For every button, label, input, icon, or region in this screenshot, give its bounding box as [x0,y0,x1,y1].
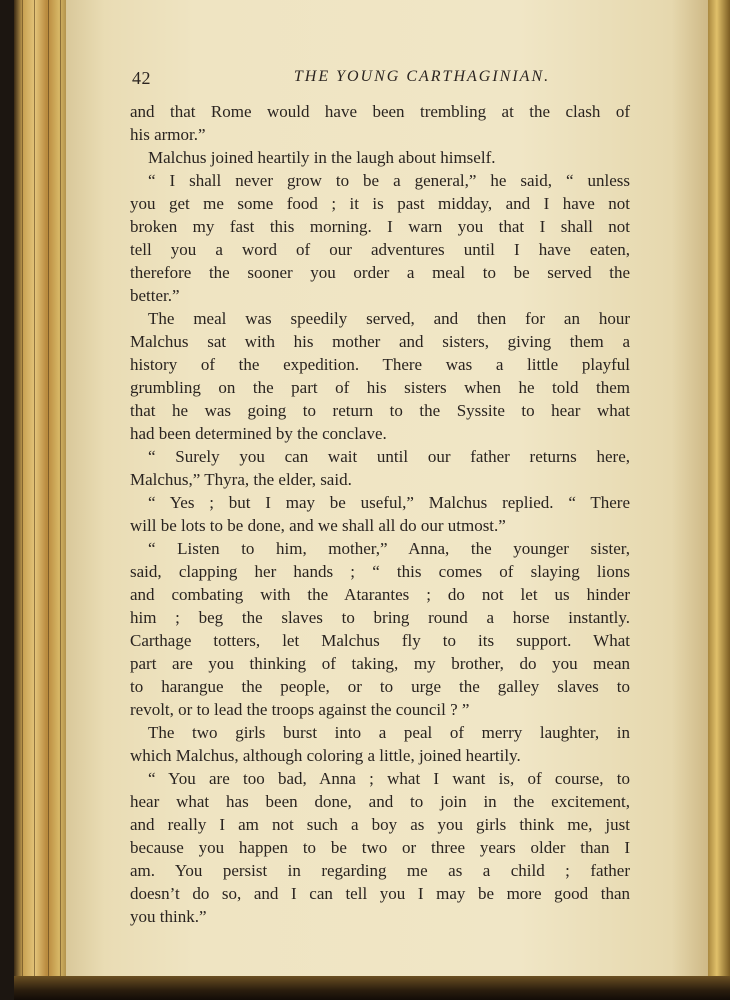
text-line: revolt, or to lead the troops against the council ? ” [130,700,470,719]
text-line: Malchus,” Thyra, the elder, said. [130,470,352,489]
text-line: history of the expedition. There was a little playful [130,355,630,374]
text-line: that he was going to return to the Syssite to hear what [130,401,630,420]
text-line: Carthage totters, let Malchus fly to its support. What [130,631,630,650]
book-spine-edge [14,0,74,990]
text-line: “ Yes ; but I may be useful,” Malchus replied. “ There [148,493,630,512]
text-line: hear what has been done, and to join in the excitement, [130,792,630,811]
body-text [130,100,630,928]
page-number: 42 [132,68,151,88]
text-line: and really I am not such a boy as you girls think me, just [130,815,630,834]
text-line: part are you thinking of taking, my brother, do you mean [130,654,630,673]
text-line: you think.” [130,907,207,926]
text-line: “ I shall never grow to be a general,” he said, “ unless [148,171,630,190]
text-line: and combating with the Atarantes ; do not let us hinder [130,585,630,604]
text-line: tell you a word of our adventures until I have eaten, [130,240,630,259]
text-line: The meal was speedily served, and then for an hour [148,309,630,328]
text-line: grumbling on the part of his sisters when he told them [130,378,630,397]
text-line: The two girls burst into a peal of merry laughter, in [148,723,630,742]
text-line: you get me some food ; it is past midday, and I have not [130,194,630,213]
page-stack-right-edge [708,0,730,990]
text-line: “ Listen to him, mother,” Anna, the younger sister, [148,539,630,558]
text-line: him ; beg the slaves to bring round a horse instantly. [130,608,630,627]
text-line: Malchus joined heartily in the laugh about himself. [148,148,496,167]
text-line: broken my fast this morning. I warn you that I shall not [130,217,630,236]
text-line: will be lots to be done, and we shall all do our utmost.” [130,516,506,535]
text-line: because you happen to be two or three years older than I [130,838,630,857]
text-line: “ Surely you can wait until our father returns here, [148,447,630,466]
text-line: Malchus sat with his mother and sisters, giving them a [130,332,630,351]
text-line: had been determined by the conclave. [130,424,387,443]
text-line: better.” [130,286,180,305]
text-line: doesn’t do so, and I can tell you I may be more good than [130,884,630,903]
spine-line [60,0,61,990]
text-line: his armor.” [130,125,206,144]
text-line: to harangue the people, or to urge the galley slaves to [130,677,630,696]
spine-line [34,0,35,990]
text-line: therefore the sooner you order a meal to be served the [130,263,630,282]
spine-line [22,0,23,990]
text-line: which Malchus, although coloring a little, joined heartily. [130,746,521,765]
text-line: am. You persist in regarding me as a child ; father [130,861,630,880]
text-line: and that Rome would have been trembling at the clash of [130,102,630,121]
text-line: “ You are too bad, Anna ; what I want is, of course, to [148,769,630,788]
spine-line [48,0,49,990]
running-head: THE YOUNG CARTHAGINIAN. [293,68,551,85]
page-header [132,68,630,94]
page-stack-bottom-edge [14,976,730,1000]
text-line: said, clapping her hands ; “ this comes of slaying lions [130,562,630,581]
